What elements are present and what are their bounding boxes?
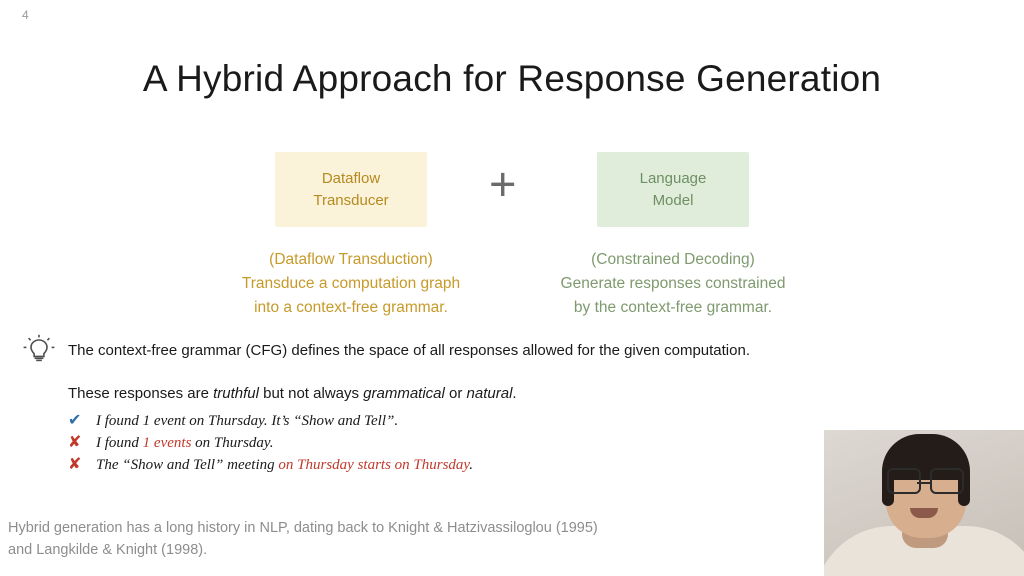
lightbulb-icon bbox=[22, 333, 56, 367]
example-text bbox=[96, 457, 473, 474]
example-text-before: I found 1 event on Thursday. It’s “Show and Tell”. bbox=[96, 413, 399, 429]
truthful-part1: These responses are bbox=[68, 385, 214, 402]
truthful-em2: grammatical bbox=[363, 385, 445, 402]
language-model-line2: Model bbox=[652, 191, 694, 209]
example-row bbox=[68, 432, 274, 452]
footnote-line2: and Langkilde & Knight (1998). bbox=[8, 541, 208, 558]
glasses-left-lens bbox=[887, 468, 921, 494]
example-text-after: . bbox=[469, 457, 474, 473]
example-row bbox=[68, 454, 473, 474]
truthful-em1: truthful bbox=[213, 385, 259, 402]
decoding-caption-line1: Generate responses constrained bbox=[560, 275, 786, 293]
dataflow-transducer-line1: Dataflow bbox=[321, 169, 381, 187]
glasses-right-lens bbox=[930, 468, 964, 494]
example-row bbox=[68, 410, 398, 430]
truthful-part3: or bbox=[444, 385, 467, 402]
check-icon: ✔ bbox=[68, 410, 82, 429]
decoding-caption bbox=[508, 248, 838, 320]
plus-icon: + bbox=[489, 157, 517, 210]
truthful-statement bbox=[68, 385, 517, 402]
cross-icon: ✘ bbox=[68, 432, 82, 451]
dataflow-caption-heading: (Dataflow Transduction) bbox=[269, 251, 433, 268]
language-model-box bbox=[597, 152, 749, 227]
dataflow-caption-line2: into a context-free grammar. bbox=[254, 299, 448, 317]
dataflow-caption-line1: Transduce a computation graph bbox=[241, 275, 461, 293]
truthful-part4: . bbox=[512, 385, 517, 402]
glasses-bridge bbox=[917, 482, 930, 484]
decoding-caption-line2: by the context-free grammar. bbox=[573, 299, 773, 317]
example-text bbox=[96, 435, 274, 452]
presenter-video[interactable] bbox=[824, 430, 1024, 576]
footnote bbox=[8, 518, 768, 562]
example-text bbox=[96, 413, 398, 430]
example-text-before: I found bbox=[96, 435, 143, 451]
example-text-error: on Thursday starts on Thursday bbox=[278, 457, 470, 473]
slide-number: 4 bbox=[22, 8, 29, 22]
example-text-after: on Thursday. bbox=[191, 435, 274, 451]
dataflow-caption bbox=[186, 248, 516, 320]
cfg-statement: The context-free grammar (CFG) defines the space of all responses allowed for the given computation. bbox=[68, 342, 750, 359]
truthful-em3: natural bbox=[466, 385, 513, 402]
footnote-line1: Hybrid generation has a long history in NLP, dating back to Knight & Hatzivassiloglou (1995) bbox=[8, 520, 598, 536]
decoding-caption-heading: (Constrained Decoding) bbox=[591, 251, 755, 268]
dataflow-transducer-box bbox=[275, 152, 427, 227]
dataflow-transducer-line2: Transducer bbox=[313, 191, 389, 209]
example-text-before: The “Show and Tell” meeting bbox=[96, 457, 279, 473]
truthful-part2: but not always bbox=[258, 385, 364, 402]
example-text-error: 1 events bbox=[142, 435, 192, 451]
page-title: A Hybrid Approach for Response Generation bbox=[142, 58, 882, 99]
cross-icon: ✘ bbox=[68, 454, 82, 473]
language-model-line1: Language bbox=[639, 169, 707, 187]
